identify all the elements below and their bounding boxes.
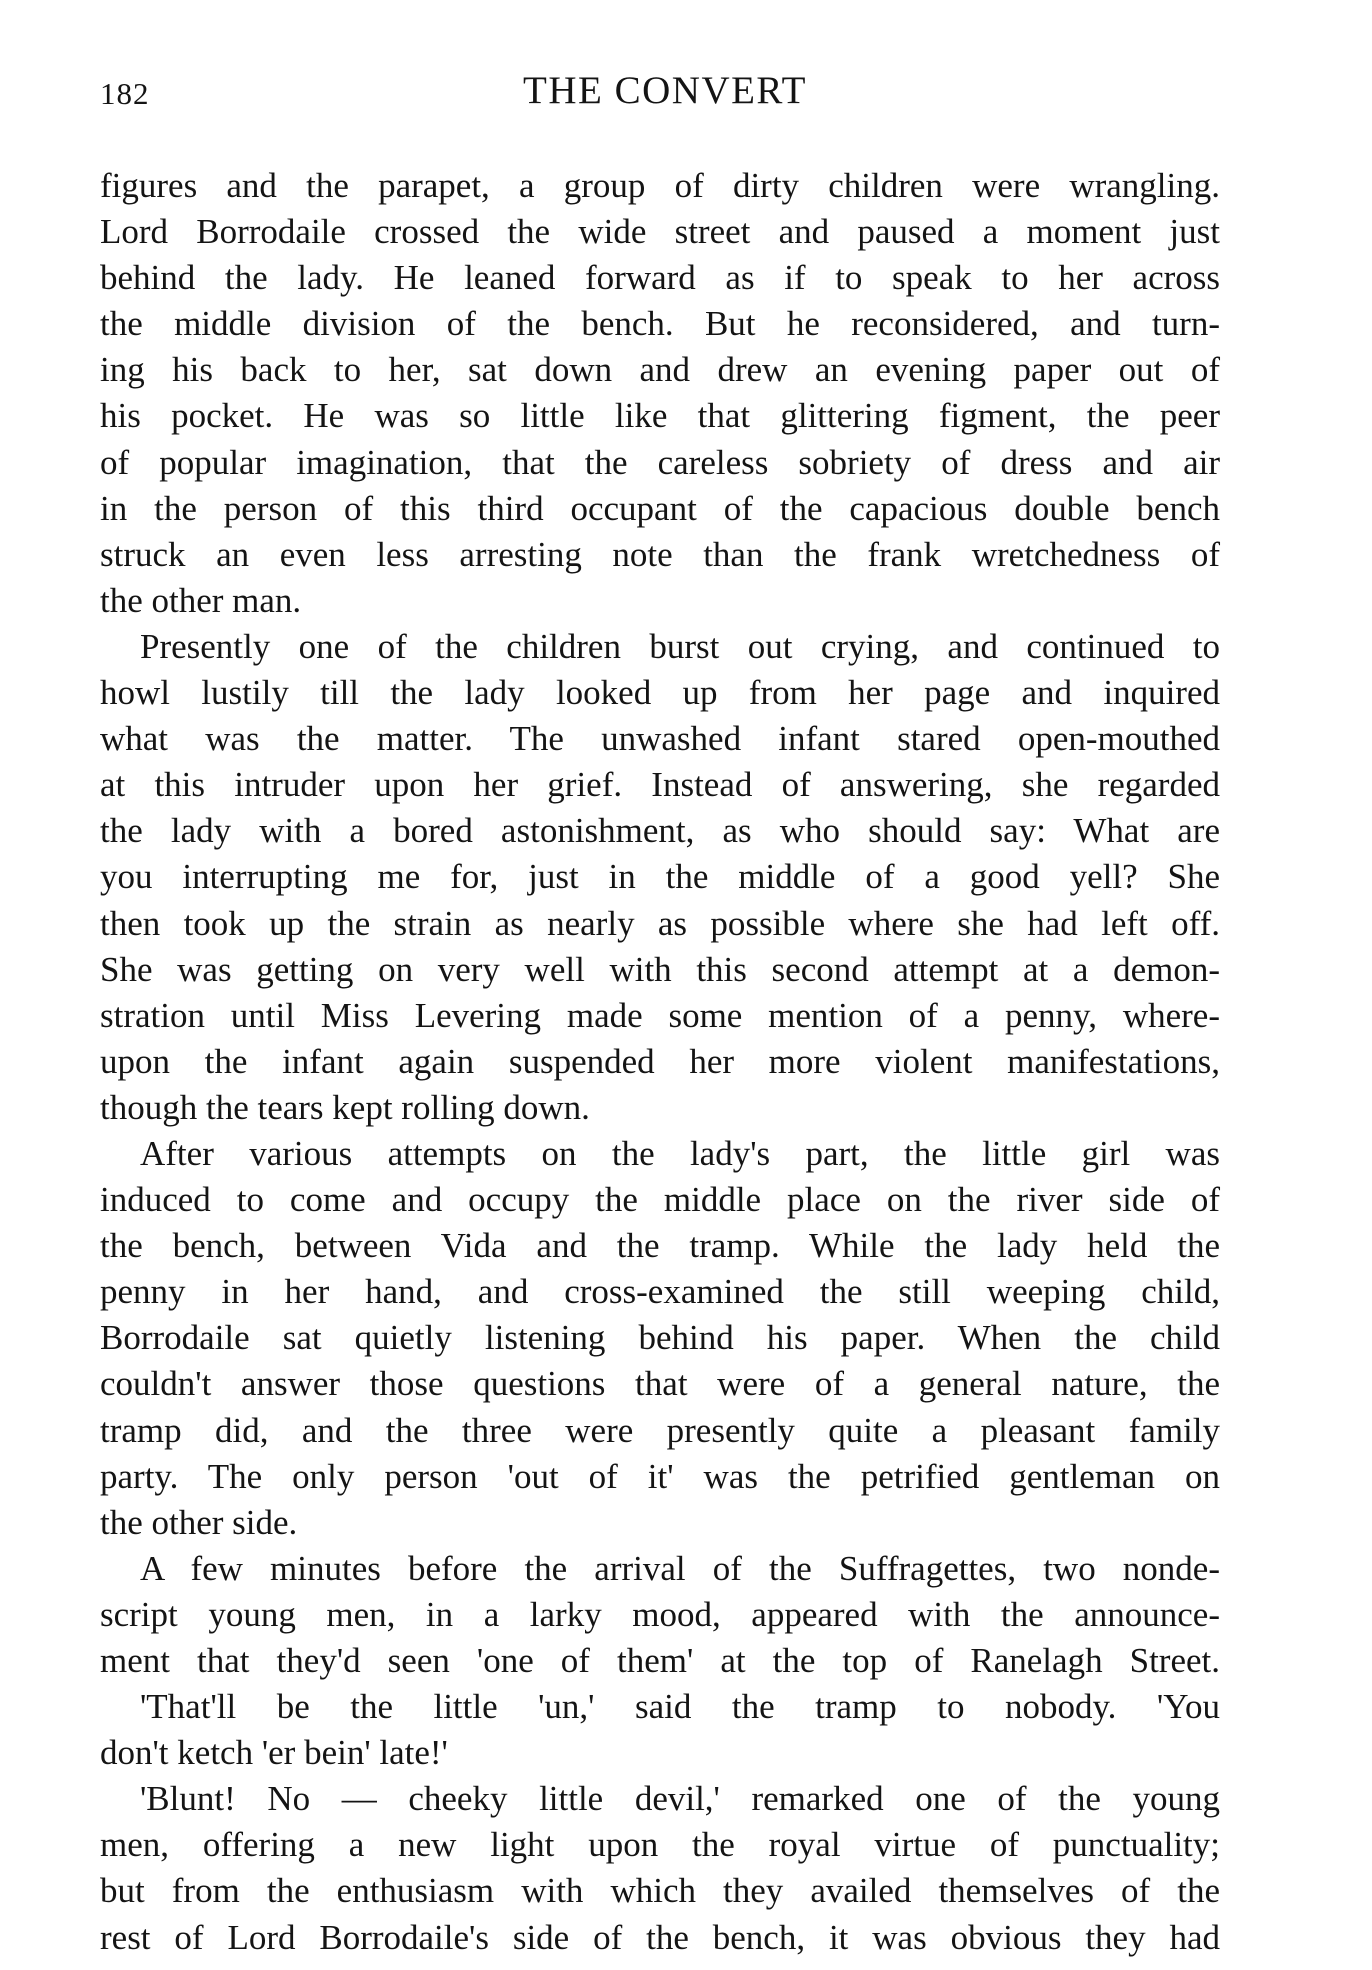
- page-number: 182: [100, 76, 150, 111]
- text-line: the other man.: [100, 580, 302, 620]
- text-line: 'That'll be the little 'un,' said the tramp to nobody. 'You: [140, 1687, 1220, 1727]
- text-line: the lady with a bored astonishment, as who should say: What are: [100, 811, 1220, 851]
- text-line: the middle division of the bench. But he reconsidered, and turn-: [100, 304, 1220, 344]
- text-line: induced to come and occupy the middle place on the river side of: [100, 1180, 1220, 1220]
- text-line: behind the lady. He leaned forward as if to speak to her across: [100, 258, 1220, 298]
- text-line: men, offering a new light upon the royal virtue of punctuality;: [100, 1825, 1220, 1865]
- text-line: 'Blunt! No — cheeky little devil,' remarked one of the young: [140, 1779, 1220, 1819]
- text-line: Borrodaile sat quietly listening behind his paper. When the child: [100, 1318, 1220, 1358]
- text-line: After various attempts on the lady's part, the little girl was: [140, 1133, 1220, 1173]
- text-line: upon the infant again suspended her more violent manifestations,: [100, 1041, 1220, 1081]
- running-title: THE CONVERT: [523, 69, 807, 112]
- text-line: of popular imagination, that the careless sobriety of dress and air: [100, 442, 1220, 482]
- text-line: in the person of this third occupant of the capacious double bench: [100, 488, 1220, 528]
- text-line: script young men, in a larky mood, appeared with the announce-: [100, 1594, 1220, 1634]
- text-line: Lord Borrodaile crossed the wide street and paused a moment just: [100, 212, 1220, 252]
- text-line: his pocket. He was so little like that glittering figment, the peer: [100, 396, 1220, 436]
- text-line: howl lustily till the lady looked up from her page and inquired: [100, 673, 1220, 713]
- text-line: the bench, between Vida and the tramp. While the lady held the: [100, 1226, 1220, 1266]
- text-line: penny in her hand, and cross-examined the still weeping child,: [100, 1272, 1220, 1312]
- text-line: tramp did, and the three were presently quite a pleasant family: [100, 1410, 1220, 1450]
- text-line: Presently one of the children burst out crying, and continued to: [140, 626, 1220, 666]
- text-line: at this intruder upon her grief. Instead of answering, she regarded: [100, 765, 1220, 805]
- text-line: what was the matter. The unwashed infant stared open-mouthed: [100, 719, 1220, 759]
- text-line: ment that they'd seen 'one of them' at the top of Ranelagh Street.: [100, 1641, 1220, 1680]
- text-line: She was getting on very well with this second attempt at a demon-: [100, 949, 1220, 989]
- page-header: [100, 68, 1230, 118]
- text-line: though the tears kept rolling down.: [100, 1087, 590, 1127]
- text-line: you interrupting me for, just in the middle of a good yell? She: [100, 857, 1220, 897]
- text-line: but from the enthusiasm with which they availed themselves of the: [100, 1871, 1220, 1911]
- text-line: the other side.: [100, 1502, 298, 1542]
- text-line: don't ketch 'er bein' late!': [100, 1733, 448, 1773]
- body-text: [100, 163, 1220, 1961]
- text-line: stration until Miss Levering made some mention of a penny, where-: [100, 995, 1220, 1035]
- text-line: figures and the parapet, a group of dirty children were wrangling.: [100, 166, 1220, 205]
- text-line: couldn't answer those questions that were of a general nature, the: [100, 1364, 1220, 1404]
- text-line: struck an even less arresting note than the frank wretchedness of: [100, 534, 1220, 574]
- text-line: rest of Lord Borrodaile's side of the bench, it was obvious they had: [100, 1917, 1220, 1957]
- text-line: then took up the strain as nearly as possible where she had left off.: [100, 903, 1220, 943]
- text-line: ing his back to her, sat down and drew an evening paper out of: [100, 350, 1220, 390]
- text-line: A few minutes before the arrival of the Suffragettes, two nonde-: [140, 1548, 1220, 1588]
- text-line: party. The only person 'out of it' was the petrified gentleman on: [100, 1456, 1220, 1496]
